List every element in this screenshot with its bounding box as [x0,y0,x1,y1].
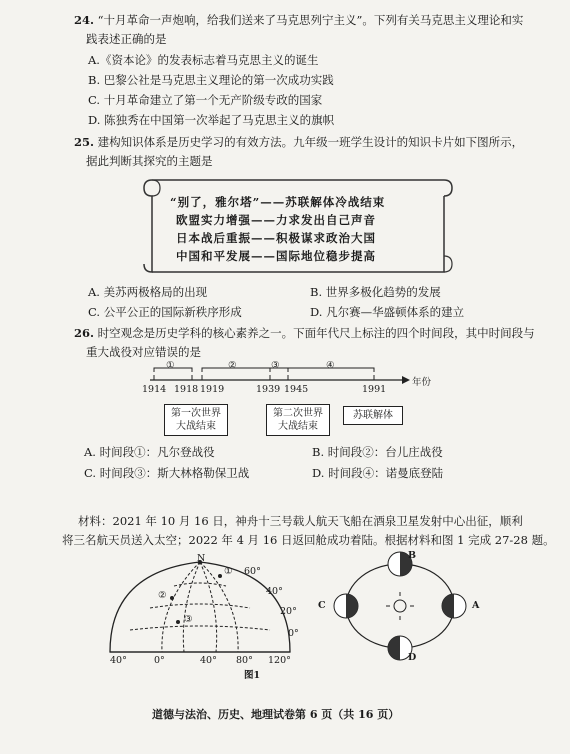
map-lon-80e: 80° [236,655,253,666]
q25-number: 25. [74,135,95,149]
map-lat-40: 40° [266,586,283,597]
timeline-period-2: ② [228,360,237,371]
q25-stem-line1 [74,134,523,151]
timeline-period-3: ③ [271,360,280,371]
q26-stem-text: 时空观念是历史学科的核心素养之一。下面年代尺上标注的四个时间段，其中时间段与 [97,326,535,340]
timeline-period-1: ① [166,360,175,371]
q26-option-b: B. 时间段②：台儿庄战役 [312,445,443,459]
q24-stem-line1 [74,12,523,29]
map-lat-0: 0° [288,628,299,639]
map-lon-0: 0° [154,655,165,666]
timeline-year-1991: 1991 [362,384,387,395]
q25-option-d: D. 凡尔赛—华盛顿体系的建立 [310,305,465,319]
q26-option-c: C. 时间段③：斯大林格勒保卫战 [84,466,250,480]
map-lat-60: 60° [244,566,261,577]
orbit-point-d: D [408,652,417,663]
material-line2: 将三名航天员送入太空；2022 年 4 月 16 日返回舱成功着陆。根据材料和图 1 完成 27-28 题。 [62,533,555,547]
q25-option-a: A. 美苏两极格局的出现 [88,285,208,299]
card-row-4: 中国和平发展——国际地位稳步提高 [176,249,376,263]
timeline-period-4: ④ [326,360,335,371]
hemisphere-map [100,552,300,662]
timeline-year-1939: 1939 [256,384,281,395]
q26-stem-line1 [74,325,535,342]
map-point-2: ② [158,590,167,601]
timeline-year-1914: 1914 [142,384,167,395]
q26-option-d: D. 时间段④：诺曼底登陆 [312,466,444,480]
q26-option-a: A. 时间段①：凡尔登战役 [84,445,215,459]
q24-option-b: B. 巴黎公社是马克思主义理论的第一次成功实践 [88,73,334,87]
page-footer: 道德与法治、历史、地理试卷第 6 页（共 16 页） [152,708,400,721]
map-north-label: N [197,553,206,564]
timeline-year-1918: 1918 [174,384,199,395]
q24-number: 24. [74,13,95,27]
earth-orbit-diagram [330,548,470,666]
map-lon-40w: 40° [110,655,127,666]
card-row-1: “别了，雅尔塔”——苏联解体冷战结束 [170,195,386,209]
q26-number: 26. [74,326,95,340]
q26-stem-line2: 重大战役对应错误的是 [86,345,201,359]
timeline-box-ww1-end: 第一次世界大战结束 [164,404,228,436]
card-row-2: 欧盟实力增强——力求发出自己声音 [176,213,376,227]
timeline-year-1945: 1945 [284,384,309,395]
orbit-point-c: C [318,600,326,611]
q24-stem-text: “十月革命一声炮响，给我们送来了马克思列宁主义”。下列有关马克思主义理论和实 [97,13,524,27]
map-point-3: ③ [184,614,193,625]
q24-option-c: C. 十月革命建立了第一个无产阶级专政的国家 [88,93,323,107]
q25-stem-text: 建构知识体系是历史学习的有效方法。九年级一班学生设计的知识卡片如下图所示， [97,135,524,149]
orbit-point-a: A [472,600,480,611]
q25-option-b: B. 世界多极化趋势的发展 [310,285,441,299]
map-point-1: ① [224,566,233,577]
timeline-box-ww2-end: 第二次世界大战结束 [266,404,330,436]
q25-stem-line2: 据此判断其探究的主题是 [86,154,213,168]
figure-caption: 图1 [244,670,261,681]
q24-option-a: A.《资本论》的发表标志着马克思主义的诞生 [88,53,319,67]
map-lon-120e: 120° [268,655,291,666]
q24-option-d: D. 陈独秀在中国第一次举起了马克思主义的旗帜 [88,113,335,127]
material-line1: 材料：2021 年 10 月 16 日，神舟十三号载人航天飞船在酒泉卫星发射中心出征，顺利 [78,514,523,528]
q24-stem-line2: 践表述正确的是 [86,32,167,46]
timeline-year-1919: 1919 [200,384,225,395]
timeline-axis-unit: 年份 [412,377,432,388]
orbit-point-b: B [408,550,417,561]
q25-option-c: C. 公平公正的国际新秩序形成 [88,305,242,319]
timeline-box-ussr-dissolution: 苏联解体 [343,406,403,425]
map-lat-20: 20° [280,606,297,617]
card-row-3: 日本战后重振——积极谋求政治大国 [176,231,376,245]
map-lon-40e: 40° [200,655,217,666]
